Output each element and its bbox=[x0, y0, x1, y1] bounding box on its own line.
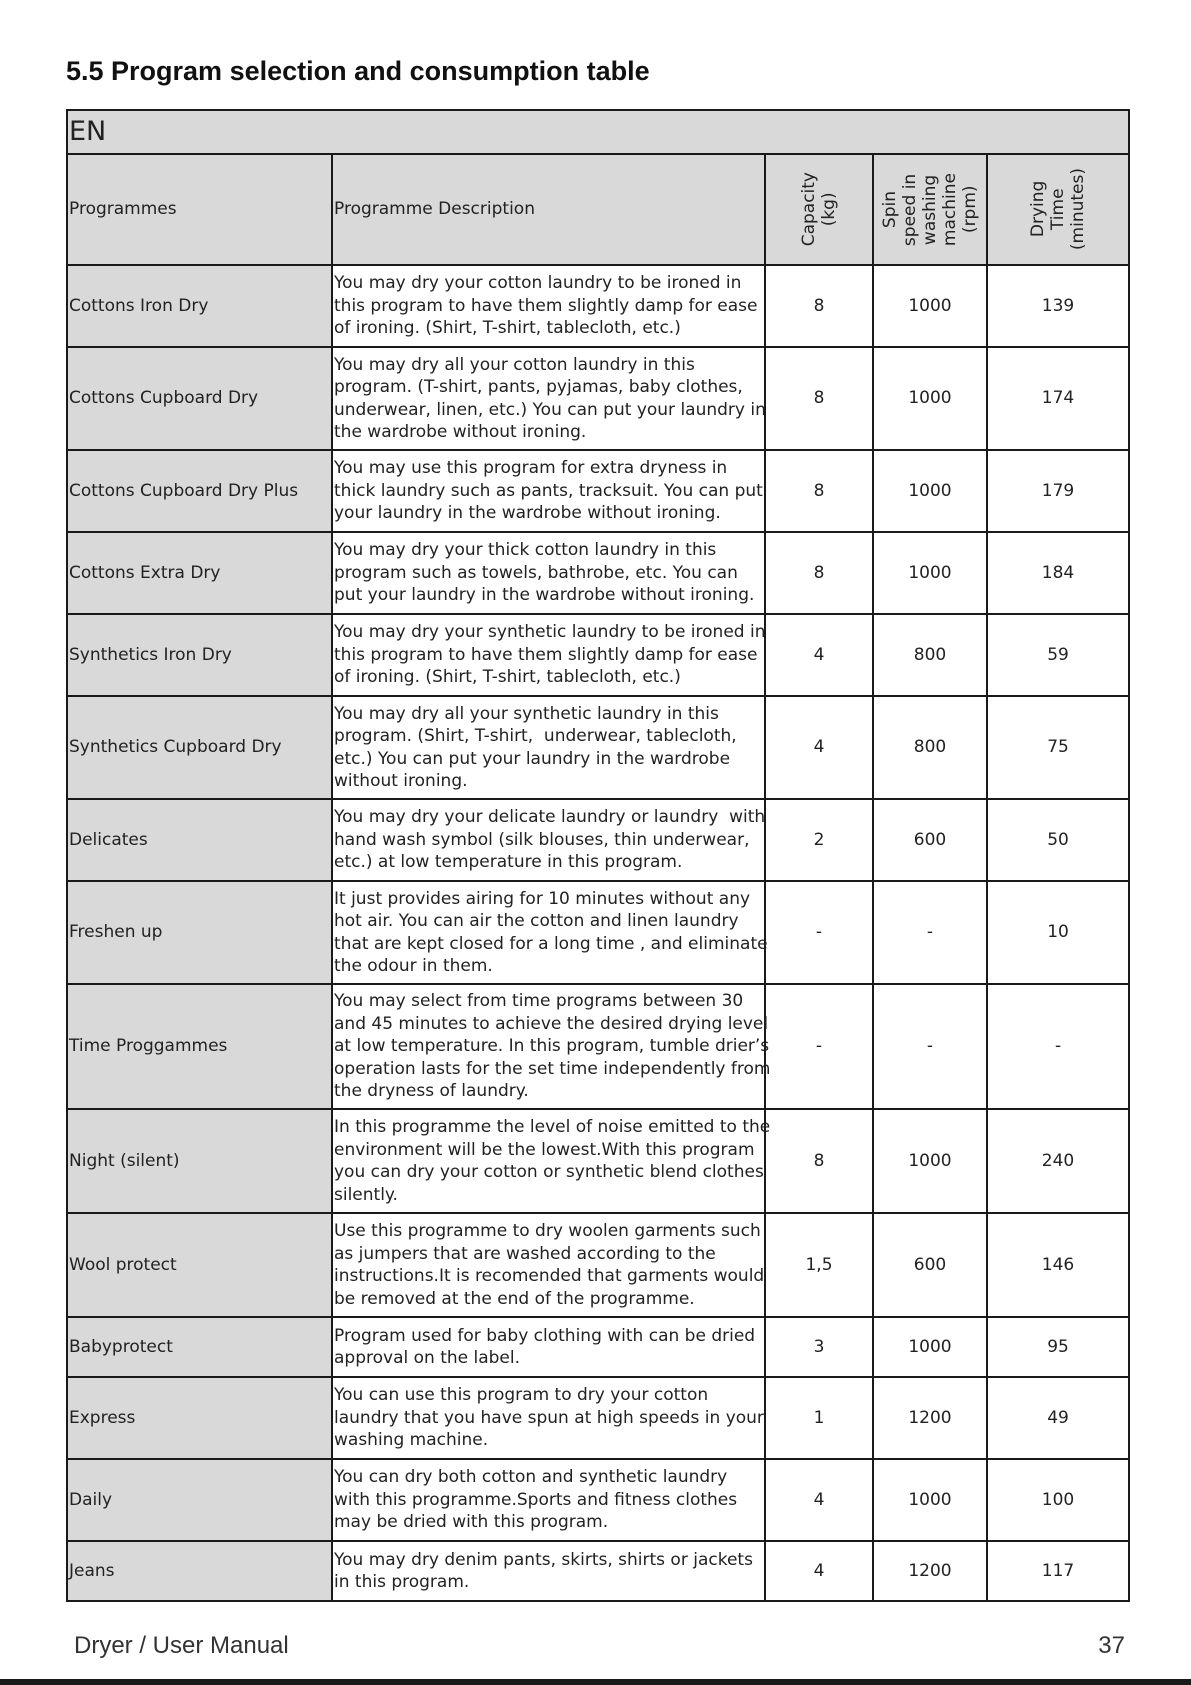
drying-time-value: 179 bbox=[987, 450, 1129, 532]
description-line: laundry that you have spun at high speeds in your bbox=[334, 1407, 764, 1428]
table-row bbox=[67, 696, 1129, 799]
description-line: in this program. bbox=[334, 1572, 470, 1592]
program-name: Express bbox=[67, 1377, 332, 1459]
description-line: You may dry all your synthetic laundry in this bbox=[334, 703, 719, 724]
description-line: without ironing. bbox=[334, 771, 468, 791]
program-name: Cottons Extra Dry bbox=[67, 532, 332, 614]
spin-speed-value: 1200 bbox=[873, 1377, 987, 1459]
program-name: Night (silent) bbox=[67, 1109, 332, 1213]
drying-header-line: Time bbox=[1048, 188, 1069, 231]
program-name: Cottons Cupboard Dry Plus bbox=[67, 450, 332, 532]
program-description bbox=[332, 532, 765, 614]
spin-speed-value: - bbox=[873, 881, 987, 984]
capacity-value: 3 bbox=[765, 1317, 873, 1377]
table-row bbox=[67, 1541, 1129, 1601]
spin-header-line: Spin bbox=[880, 190, 900, 229]
capacity-header-line: Capacity bbox=[799, 172, 819, 247]
description-header: Programme Description bbox=[332, 154, 765, 265]
description-line: You may dry denim pants, skirts, shirts or jackets bbox=[334, 1549, 753, 1570]
table-row bbox=[67, 265, 1129, 347]
description-line: You may dry all your cotton laundry in this bbox=[334, 354, 695, 375]
description-line: silently. bbox=[334, 1184, 398, 1205]
program-description bbox=[332, 696, 765, 799]
spin-header-line: machine bbox=[940, 172, 960, 247]
capacity-value: 8 bbox=[765, 1109, 873, 1213]
description-line: program. (T-shirt, pants, pyjamas, baby clothes, bbox=[334, 377, 743, 397]
capacity-value: - bbox=[765, 984, 873, 1109]
drying-header-line: Drying bbox=[1028, 181, 1049, 238]
drying-time-value: 146 bbox=[987, 1213, 1129, 1317]
program-description bbox=[332, 1213, 765, 1317]
table-row bbox=[67, 984, 1129, 1109]
program-name: Jeans bbox=[67, 1541, 332, 1601]
description-line: hot air. You can air the cotton and linen laundry bbox=[334, 911, 739, 931]
description-line: this program to have them slightly damp for ease bbox=[334, 644, 758, 665]
description-line: of ironing. (Shirt, T-shirt, tablecloth, etc.) bbox=[334, 667, 681, 688]
drying-time-value: 184 bbox=[987, 532, 1129, 614]
description-line: You may dry your synthetic laundry to be ironed in bbox=[334, 622, 766, 643]
page-title: 5.5 Program selection and consumption table bbox=[66, 56, 650, 86]
program-name: Babyprotect bbox=[67, 1317, 332, 1377]
capacity-value: 4 bbox=[765, 1459, 873, 1541]
capacity-value: 8 bbox=[765, 265, 873, 347]
description-line: of ironing. (Shirt, T-shirt, tablecloth, etc.) bbox=[334, 318, 681, 339]
description-line: be removed at the end of the programme. bbox=[334, 1288, 695, 1309]
drying-time-value: 95 bbox=[987, 1317, 1129, 1377]
drying-time-value: 139 bbox=[987, 265, 1129, 347]
spin-speed-value: 1000 bbox=[873, 450, 987, 532]
description-line: this program to have them slightly damp for ease bbox=[334, 295, 758, 316]
program-name: Freshen up bbox=[67, 881, 332, 984]
table-row bbox=[67, 1317, 1129, 1377]
table-row bbox=[67, 347, 1129, 450]
program-description bbox=[332, 1377, 765, 1459]
description-line: may be dried with this program. bbox=[334, 1512, 609, 1533]
drying-time-value: 100 bbox=[987, 1459, 1129, 1541]
description-line: the wardrobe without ironing. bbox=[334, 422, 587, 442]
program-name: Time Proggammes bbox=[67, 984, 332, 1109]
spin-header-line: washing bbox=[920, 174, 940, 245]
program-description bbox=[332, 450, 765, 532]
drying-time-value: 10 bbox=[987, 881, 1129, 984]
spin-speed-value: 600 bbox=[873, 799, 987, 881]
footer-manual-title: Dryer / User Manual bbox=[74, 1632, 289, 1659]
program-description bbox=[332, 614, 765, 696]
capacity-value: - bbox=[765, 881, 873, 984]
description-line: program. (Shirt, T-shirt, underwear, tablecloth, bbox=[334, 726, 737, 746]
table-row bbox=[67, 799, 1129, 881]
spin-speed-value: - bbox=[873, 984, 987, 1109]
program-name: Delicates bbox=[67, 799, 332, 881]
spin-speed-value: 1000 bbox=[873, 1109, 987, 1213]
program-description bbox=[332, 799, 765, 881]
description-line: You may dry your cotton laundry to be ironed in bbox=[334, 273, 742, 294]
description-line: Use this programme to dry woolen garments such bbox=[334, 1221, 761, 1241]
description-line: You may dry your delicate laundry or laundry with bbox=[334, 807, 766, 828]
description-line: at low temperature. In this program, tumble drier’s bbox=[334, 1036, 770, 1057]
spin-speed-value: 800 bbox=[873, 614, 987, 696]
capacity-value: 4 bbox=[765, 696, 873, 799]
drying-time-value: 49 bbox=[987, 1377, 1129, 1459]
description-line: program such as towels, bathrobe, etc. You can bbox=[334, 562, 738, 583]
description-line: that are kept closed for a long time , and eliminate bbox=[334, 933, 768, 954]
capacity-header bbox=[765, 154, 873, 265]
description-line: It just provides airing for 10 minutes without any bbox=[334, 888, 751, 909]
bottom-rule bbox=[0, 1679, 1191, 1685]
table-row bbox=[67, 614, 1129, 696]
table-row bbox=[67, 881, 1129, 984]
description-line: underwear, linen, etc.) You can put your laundry in bbox=[334, 399, 766, 420]
program-name: Synthetics Iron Dry bbox=[67, 614, 332, 696]
program-description bbox=[332, 984, 771, 1109]
programmes-header: Programmes bbox=[67, 154, 332, 265]
capacity-header-line: (kg) bbox=[819, 192, 839, 227]
spin-speed-value: 1000 bbox=[873, 265, 987, 347]
table-row bbox=[67, 1377, 1129, 1459]
table-row bbox=[67, 532, 1129, 614]
description-line: as jumpers that are washed according to the bbox=[334, 1243, 716, 1264]
capacity-value: 2 bbox=[765, 799, 873, 881]
description-line: your laundry in the wardrobe without ironing. bbox=[334, 503, 721, 524]
description-line: You may dry your thick cotton laundry in this bbox=[334, 540, 717, 561]
program-name: Cottons Cupboard Dry bbox=[67, 347, 332, 450]
drying-time-value: 117 bbox=[987, 1541, 1129, 1601]
capacity-value: 4 bbox=[765, 614, 873, 696]
description-line: You can dry both cotton and synthetic laundry bbox=[334, 1467, 728, 1488]
description-line: put your laundry in the wardrobe without ironing. bbox=[334, 585, 755, 606]
table-row bbox=[67, 1459, 1129, 1541]
description-line: etc.) You can put your laundry in the wardrobe bbox=[334, 748, 731, 769]
program-description bbox=[332, 1541, 765, 1601]
drying-time-value: 59 bbox=[987, 614, 1129, 696]
header-row bbox=[67, 154, 1129, 265]
table-row bbox=[67, 1213, 1129, 1317]
description-line: approval on the label. bbox=[334, 1348, 521, 1368]
description-line: washing machine. bbox=[334, 1430, 489, 1451]
spin-header-line: (rpm) bbox=[960, 185, 980, 234]
description-line: operation lasts for the set time independently from bbox=[334, 1058, 771, 1079]
drying-time-header bbox=[987, 154, 1129, 265]
drying-time-value: 240 bbox=[987, 1109, 1129, 1213]
capacity-value: 8 bbox=[765, 347, 873, 450]
description-line: In this programme the level of noise emitted to the bbox=[334, 1117, 771, 1137]
drying-time-value: - bbox=[987, 984, 1129, 1109]
table-row bbox=[67, 450, 1129, 532]
spin-speed-value: 1200 bbox=[873, 1541, 987, 1601]
description-line: thick laundry such as pants, tracksuit. You can put bbox=[334, 480, 763, 501]
description-line: You may select from time programs between 30 bbox=[334, 991, 744, 1012]
spin-speed-value: 1000 bbox=[873, 1317, 987, 1377]
description-line: hand wash symbol (silk blouses, thin underwear, bbox=[334, 829, 750, 850]
program-description bbox=[332, 265, 765, 347]
spin-speed-header bbox=[873, 154, 987, 265]
description-line: instructions.It is recomended that garments would bbox=[334, 1266, 765, 1286]
capacity-value: 1,5 bbox=[765, 1213, 873, 1317]
drying-time-value: 50 bbox=[987, 799, 1129, 881]
program-name: Wool protect bbox=[67, 1213, 332, 1317]
drying-time-value: 174 bbox=[987, 347, 1129, 450]
table-body bbox=[67, 265, 1129, 1601]
spin-speed-value: 1000 bbox=[873, 347, 987, 450]
page-number: 37 bbox=[1098, 1632, 1125, 1659]
capacity-value: 8 bbox=[765, 450, 873, 532]
description-line: You can use this program to dry your cotton bbox=[334, 1385, 709, 1406]
description-line: Program used for baby clothing with can be dried bbox=[334, 1325, 756, 1346]
language-label: EN bbox=[67, 110, 1129, 154]
program-description bbox=[332, 1459, 765, 1541]
program-description bbox=[332, 1317, 765, 1377]
description-line: and 45 minutes to achieve the desired drying level bbox=[334, 1013, 769, 1034]
program-description bbox=[332, 881, 768, 984]
capacity-value: 1 bbox=[765, 1377, 873, 1459]
capacity-value: 8 bbox=[765, 532, 873, 614]
table-row bbox=[67, 1109, 1129, 1213]
spin-speed-value: 1000 bbox=[873, 1459, 987, 1541]
description-line: with this programme.Sports and fitness clothes bbox=[334, 1489, 738, 1510]
program-description bbox=[332, 1109, 771, 1213]
description-line: you can dry your cotton or synthetic blend clothes bbox=[334, 1162, 764, 1182]
spin-header-line: speed in bbox=[900, 173, 920, 246]
program-name: Cottons Iron Dry bbox=[67, 265, 332, 347]
capacity-value: 4 bbox=[765, 1541, 873, 1601]
program-table bbox=[66, 109, 1130, 1602]
spin-speed-value: 600 bbox=[873, 1213, 987, 1317]
program-name: Daily bbox=[67, 1459, 332, 1541]
description-line: You may use this program for extra dryness in bbox=[334, 458, 728, 479]
program-name: Synthetics Cupboard Dry bbox=[67, 696, 332, 799]
description-line: etc.) at low temperature in this program. bbox=[334, 852, 683, 873]
drying-time-value: 75 bbox=[987, 696, 1129, 799]
spin-speed-value: 1000 bbox=[873, 532, 987, 614]
description-line: the odour in them. bbox=[334, 956, 493, 976]
drying-header-line: (minutes) bbox=[1068, 168, 1089, 251]
program-description bbox=[332, 347, 765, 450]
description-line: environment will be the lowest.With this program bbox=[334, 1139, 755, 1160]
description-line: the dryness of laundry. bbox=[334, 1081, 529, 1102]
spin-speed-value: 800 bbox=[873, 696, 987, 799]
